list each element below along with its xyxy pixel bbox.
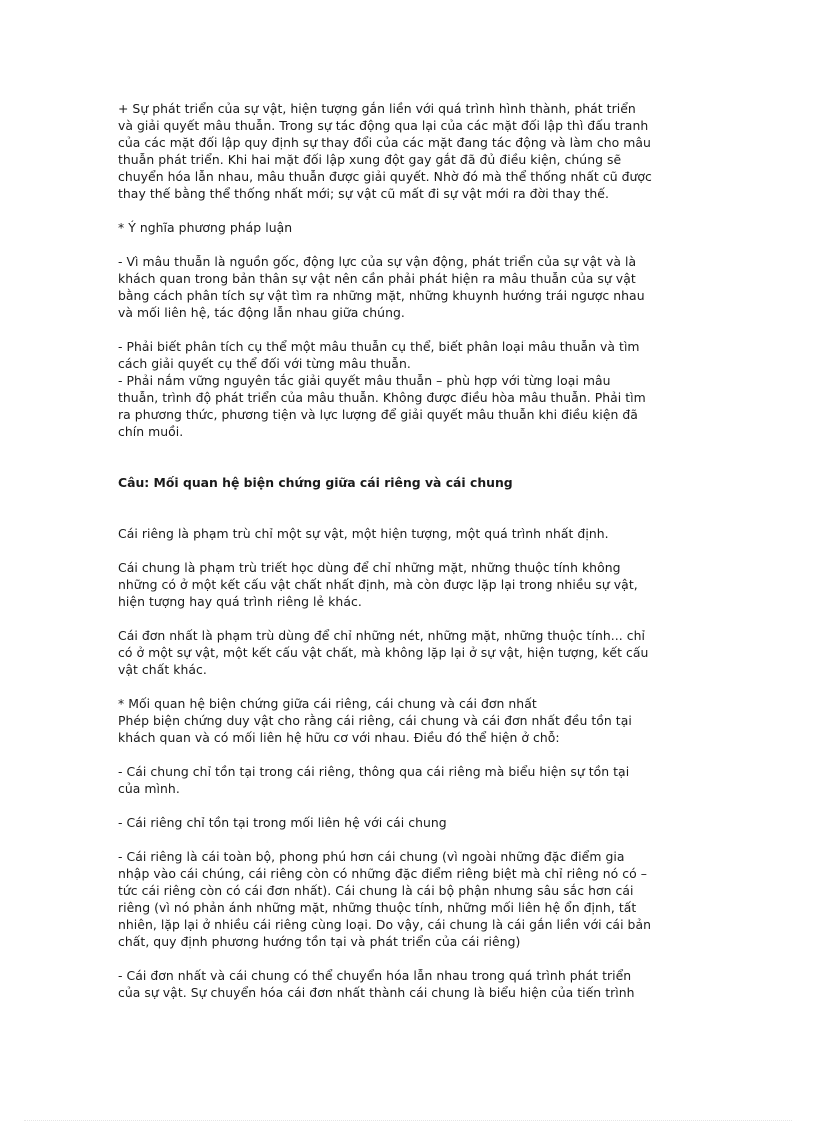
paragraph-general-definition: Cái chung là phạm trù triết học dùng để chỉ những mặt, những thuộc tính không những có ở một kết cấu vật chất nhất định, mà còn được lặp lại trong nhiều sự vật, hiện tượng hay quá trình riêng lẻ khác.	[118, 560, 638, 609]
page-bottom-border	[24, 1120, 792, 1121]
paragraph-transformation: - Cái đơn nhất và cái chung có thể chuyển hóa lẫn nhau trong quá trình phát triển của sự vật. Sự chuyển hóa cái đơn nhất thành cái chung là biểu hiện của tiến trình	[118, 968, 635, 1000]
paragraph-contradiction-analysis: - Phải biết phân tích cụ thể một mâu thuẫn cụ thể, biết phân loại mâu thuẫn và tìm cách giải quyết cụ thể đối với từng mâu thuẫn. - Phải nắm vững nguyên tắc giải quyết mâu thuẫn – phù hợp với từng loại mâu thuẫn, trình độ phát triển của mâu thuẫn. Không được điều hòa mâu thuẫn. Phải tìm ra phương thức, phương tiện và lực lượng để giải quyết mâu thuẫn khi điều kiện đã chín muồi.	[118, 339, 646, 439]
paragraph-singular-definition: Cái đơn nhất là phạm trù dùng để chỉ những nét, những mặt, những thuộc tính... chỉ có ở một sự vật, một kết cấu vật chất, mà không lặp lại ở sự vật, hiện tượng, kết cấu vật chất khác.	[118, 628, 649, 677]
paragraph-individual-exists-in-relation: - Cái riêng chỉ tồn tại trong mối liên hệ với cái chung	[118, 815, 447, 830]
paragraph-individual-definition: Cái riêng là phạm trù chỉ một sự vật, một hiện tượng, một quá trình nhất định.	[118, 526, 609, 541]
paragraph-contradiction-source: - Vì mâu thuẫn là nguồn gốc, động lực của sự vận động, phát triển của sự vật và là khách quan trong bản thân sự vật nên cần phải phát hiện ra mâu thuẫn của sự vật bằng cách phân tích sự vật tìm ra những mặt, những khuynh hướng trái ngược nhau và mối liên hệ, tác động lẫn nhau giữa chúng.	[118, 254, 645, 320]
document-page	[118, 100, 708, 1001]
question-heading: Câu: Mối quan hệ biện chứng giữa cái riêng và cái chung	[118, 475, 513, 490]
paragraph-individual-whole: - Cái riêng là cái toàn bộ, phong phú hơn cái chung (vì ngoài những đặc điểm gia nhập vào cái chúng, cái riêng còn có những đặc điểm riêng biệt mà chỉ riêng nó có – tức cái riêng còn có cái đơn nhất). Cái chung là cái bộ phận nhưng sâu sắc hơn cái riêng (vì nó phản ánh những mặt, những thuộc tính, những mối liên hệ ổn định, tất nhiên, lặp lại ở nhiều cái riêng cùng loại. Do vậy, cái chung là cái gắn liền với cái bản chất, quy định phương hướng tồn tại và phát triển của cái riêng)	[118, 849, 652, 949]
paragraph-development: + Sự phát triển của sự vật, hiện tượng gắn liền với quá trình hình thành, phát triển và giải quyết mâu thuẫn. Trong sự tác động qua lại của các mặt đối lập thì đấu tranh của các mặt đối lập quy định sự thay đổi của các mặt đang tác động và làm cho mâu thuẫn phát triển. Khi hai mặt đối lập xung đột gay gắt đã đủ điều kiện, chúng sẽ chuyển hóa lẫn nhau, mâu thuẫn được giải quyết. Nhờ đó mà thể thống nhất cũ được thay thế bằng thể thống nhất mới; sự vật cũ mất đi sự vật mới ra đời thay thế.	[118, 101, 652, 201]
paragraph-dialectical-relation: * Mối quan hệ biện chứng giữa cái riêng, cái chung và cái đơn nhất Phép biện chứng duy vật cho rằng cái riêng, cái chung và cái đơn nhất đều tồn tại khách quan và có mối liên hệ hữu cơ với nhau. Điều đó thể hiện ở chỗ:	[118, 696, 632, 745]
section-methodology-title: * Ý nghĩa phương pháp luận	[118, 220, 293, 235]
paragraph-general-exists-in-individual: - Cái chung chỉ tồn tại trong cái riêng, thông qua cái riêng mà biểu hiện sự tồn tại của mình.	[118, 764, 630, 796]
